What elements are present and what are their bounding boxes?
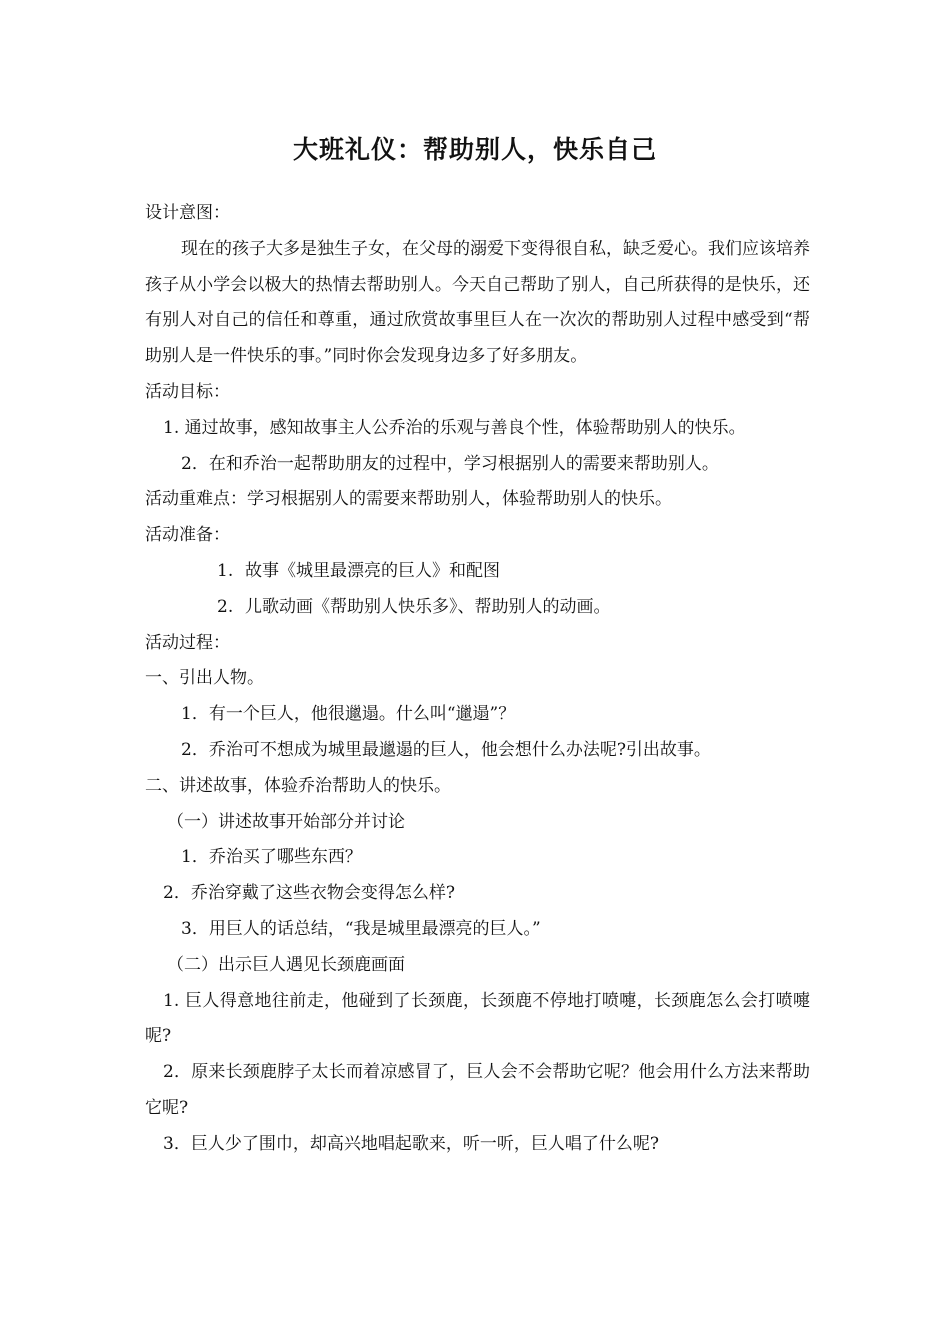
prep-item-1-number: 1.: [217, 560, 234, 581]
prep-item-1: [145, 554, 810, 590]
subsection-1-item-3: 3．用巨人的话总结，“我是城里最漂亮的巨人。”: [181, 918, 541, 939]
subsection-2-item-3: 3．巨人少了围巾，却高兴地唱起歌来，听一听，巨人唱了什么呢?: [163, 1133, 659, 1154]
goal-item-2: 2．在和乔治一起帮助朋友的过程中，学习根据别人的需要来帮助别人。: [181, 453, 719, 474]
key-points: 活动重难点：学习根据别人的需要来帮助别人，体验帮助别人的快乐。: [145, 489, 672, 510]
document-body: [145, 196, 810, 1163]
subsection-1-item-1: 1．乔治买了哪些东西？: [181, 847, 362, 868]
section-1-item-1: 1．有一个巨人，他很邋遢。什么叫“邋遢”？: [181, 704, 516, 725]
subsection-2-item-1: 1. 巨人得意地往前走，他碰到了长颈鹿，长颈鹿不停地打喷嚏，长颈鹿怎么会打喷嚏呢?: [145, 990, 810, 1047]
section-1-item-2: 2．乔治可不想成为城里最邋遢的巨人，他会想什么办法呢?引出故事。: [181, 739, 711, 760]
subsection-2-heading: （二）出示巨人遇见长颈鹿画面: [167, 954, 405, 975]
subsection-1-item-2: 2．乔治穿戴了这些衣物会变得怎么样?: [163, 883, 455, 904]
prep-heading: 活动准备：: [145, 525, 230, 546]
section-2-heading: 二、讲述故事，体验乔治帮助人的快乐。: [145, 775, 451, 796]
prep-item-2-number: 2.: [217, 596, 234, 617]
goal-item-1: 1. 通过故事，感知故事主人公乔治的乐观与善良个性，体验帮助别人的快乐。: [163, 417, 746, 438]
prep-item-2: [145, 590, 810, 626]
prep-item-2-text: 儿歌动画《帮助别人快乐多》、帮助别人的动画。: [245, 596, 611, 617]
process-heading: 活动过程：: [145, 632, 230, 653]
design-heading: 设计意图：: [145, 203, 230, 223]
subsection-2-item-2: 2．原来长颈鹿脖子太长而着凉感冒了，巨人会不会帮助它呢？他会用什么方法来帮助它呢?: [145, 1062, 810, 1118]
prep-item-1-text: 故事《城里最漂亮的巨人》和配图: [245, 560, 500, 581]
design-paragraph: 现在的孩子大多是独生子女，在父母的溺爱下变得很自私，缺乏爱心。我们应该培养孩子从小学会以极大的热情去帮助别人。今天自己帮助了别人，自己所获得的是快乐，还有别人对自己的信任和尊重，通过欣赏故事里巨人在一次次的帮助别人过程中感受到“帮助别人是一件快乐的事。”同时你会发现身边多了好多朋友。: [145, 238, 810, 367]
subsection-1-heading: （一）讲述故事开始部分并讨论: [167, 811, 405, 832]
section-1-heading: 一、引出人物。: [145, 668, 264, 689]
goals-heading: 活动目标：: [145, 381, 230, 402]
document-title: 大班礼仪：帮助别人，快乐自己: [292, 135, 657, 164]
